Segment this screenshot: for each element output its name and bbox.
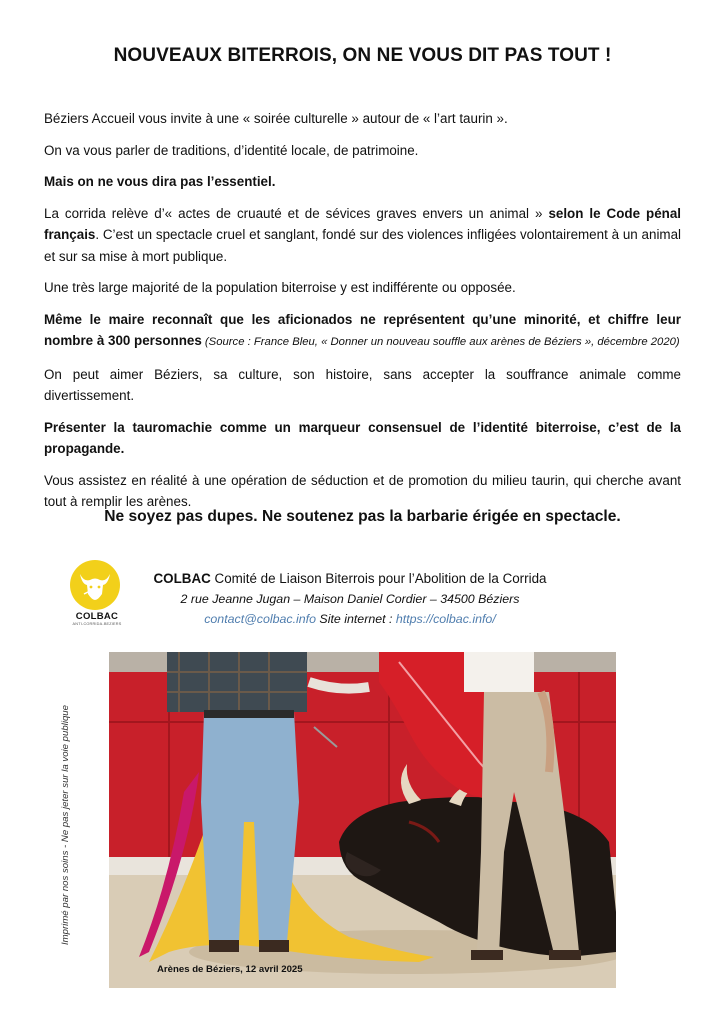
paragraph-4 (44, 203, 681, 268)
paragraph-7: On peut aimer Béziers, sa culture, son histoire, sans accepter la souffrance animale comme divertissement. (44, 366, 681, 403)
paragraph-3: Mais on ne vous dira pas l’essentiel. (44, 174, 276, 189)
code-penal-ref: selon le Code pénal français (44, 205, 681, 242)
paragraph-4-end: . C’est un spectacle cruel et sanglant, fondé sur des violences infligées volontairement à un animal et sur sa mise à mort publique. (44, 227, 681, 264)
paragraph-9: Vous assistez en réalité à une opération de séduction et de promotion du milieu taurin, qui cherche avant tout à remplir les arènes. (44, 472, 681, 509)
org-line (140, 569, 560, 589)
body-text (44, 108, 681, 523)
address: 2 rue Jeanne Jugan – Maison Daniel Cordier – 34500 Béziers (180, 592, 520, 606)
slogan: Ne soyez pas dupes. Ne soutenez pas la barbarie érigée en spectacle. (104, 508, 621, 525)
paragraph-5: Une très large majorité de la population biterroise y est indifférente ou opposée. (44, 280, 516, 295)
colbac-logo (66, 558, 128, 628)
org-full: Comité de Liaison Biterrois pour l’Abolition de la Corrida (210, 571, 547, 586)
contact-line (140, 609, 560, 629)
paragraph-1: Béziers Accueil vous invite à une « soirée culturelle » autour de « l’art taurin ». (44, 111, 508, 126)
bull-head-icon (70, 560, 120, 610)
photo-caption: Arènes de Béziers, 12 avril 2025 (157, 964, 303, 975)
page-title: NOUVEAUX BITERROIS, ON NE VOUS DIT PAS TOUT ! (113, 45, 612, 66)
print-note: Imprimé par nos soins - Ne pas jeter sur la voie publique (60, 705, 71, 945)
paragraph-6-main: Même le maire reconnaît que les aficionados ne représentent qu’une minorité, et chiffre leur nombre à 300 personnes (44, 311, 681, 348)
site-label: Site internet : (315, 612, 396, 626)
org-short: COLBAC (153, 571, 211, 586)
logo-subtitle: ANTI-CORRIDA-BEZIERS (72, 622, 122, 626)
email-link[interactable]: contact@colbac.info (204, 612, 316, 626)
paragraph-2: On va vous parler de traditions, d’identité locale, de patrimoine. (44, 142, 419, 158)
bullfight-photo (109, 652, 616, 988)
website-link[interactable]: https://colbac.info/ (395, 612, 496, 626)
paragraph-4-start: La corrida relève d’« actes de cruauté et de sévices graves envers un animal » (44, 205, 549, 221)
paragraph-6 (44, 309, 681, 354)
contact-block (140, 569, 560, 629)
paragraph-8: Présenter la tauromachie comme un marqueur consensuel de l’identité biterroise, c’est de la propagande. (44, 419, 681, 456)
logo-name: COLBAC (75, 611, 119, 622)
source-citation: (Source : France Bleu, « Donner un nouveau souffle aux arènes de Béziers », décembre 2020) (201, 336, 680, 348)
